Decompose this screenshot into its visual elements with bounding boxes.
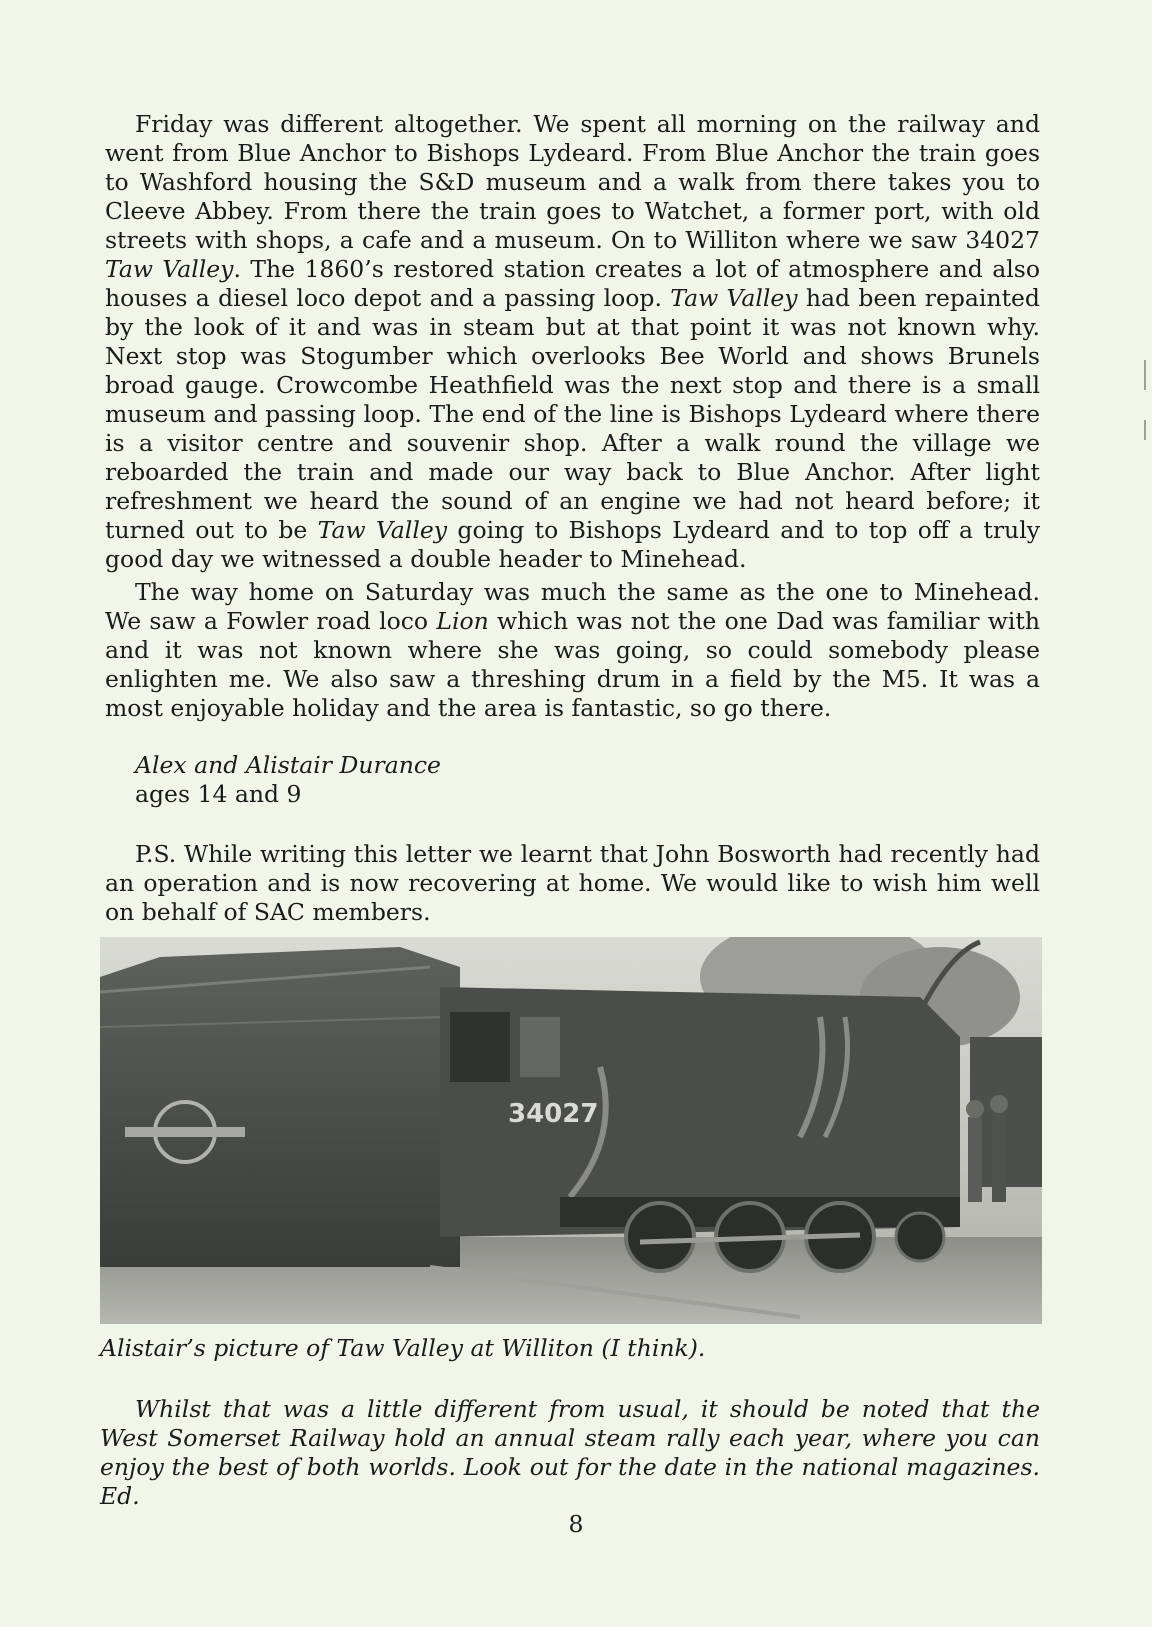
italic-title: Taw Valley	[317, 516, 448, 544]
locomotive-photo-drawing	[100, 937, 1042, 1324]
letter-paragraph-2: The way home on Saturday was much the same as the one to Minehead. We saw a Fowler road loco Lion which was not the one Dad was familiar with and it was not known where she was going, so could somebody please enlighten me. We also saw a threshing drum in a field by the M5. It was a most enjoyable holiday and the area is fantastic, so go there.	[105, 578, 1040, 722]
signature-name: Alex and Alistair Durance	[135, 751, 441, 779]
italic-title: Lion	[436, 607, 489, 635]
italic-title: Taw Valley	[670, 284, 798, 312]
scan-edge-mark	[1144, 420, 1146, 440]
scan-edge-mark	[1144, 360, 1146, 390]
signature-ages: ages 14 and 9	[135, 780, 302, 808]
letter-paragraph-1: Friday was different altogether. We spent all morning on the railway and went from Blue Anchor to Bishops Lydeard. From Blue Anchor the train goes to Washford housing the S&D museum and a walk from there takes you to Cleeve Abbey. From there the train goes to Watchet, a former port, with old streets with shops, a cafe and a museum. On to Williton where we saw 34027 Taw Valley. The 1860’s restored station creates a lot of atmosphere and also houses a diesel loco depot and a passing loop. Taw Valley had been repainted by the look of it and was in steam but at that point it was not known why. Next stop was Stogumber which overlooks Bee World and shows Brunels broad gauge. Crowcombe Heathfield was the next stop and there is a small museum and passing loop. The end of the line is Bishops Lydeard where there is a visitor centre and souvenir shop. After a walk round the village we reboarded the train and made our way back to Blue Anchor. After light refreshment we heard the sound of an engine we had not heard before; it turned out to be Taw Valley going to Bishops Lydeard and to top off a truly good day we witnessed a double header to Minehead.	[105, 110, 1040, 573]
photo-caption: Alistair’s picture of Taw Valley at Williton (I think).	[100, 1334, 706, 1362]
italic-title: Taw Valley	[105, 255, 234, 283]
page-number: 8	[568, 1510, 584, 1538]
letter-signature	[135, 751, 441, 809]
editor-note: Whilst that was a little different from usual, it should be noted that the West Somerset Railway hold an annual steam rally each year, where you can enjoy the best of both worlds. Look out for the date in the national magazines. Ed.	[100, 1395, 1040, 1510]
postscript: P.S. While writing this letter we learnt that John Bosworth had recently had an operation and is now recovering at home. We would like to wish him well on behalf of SAC members.	[105, 840, 1040, 926]
locomotive-photo	[100, 937, 1042, 1324]
loco-number-text: 34027	[508, 1099, 599, 1129]
